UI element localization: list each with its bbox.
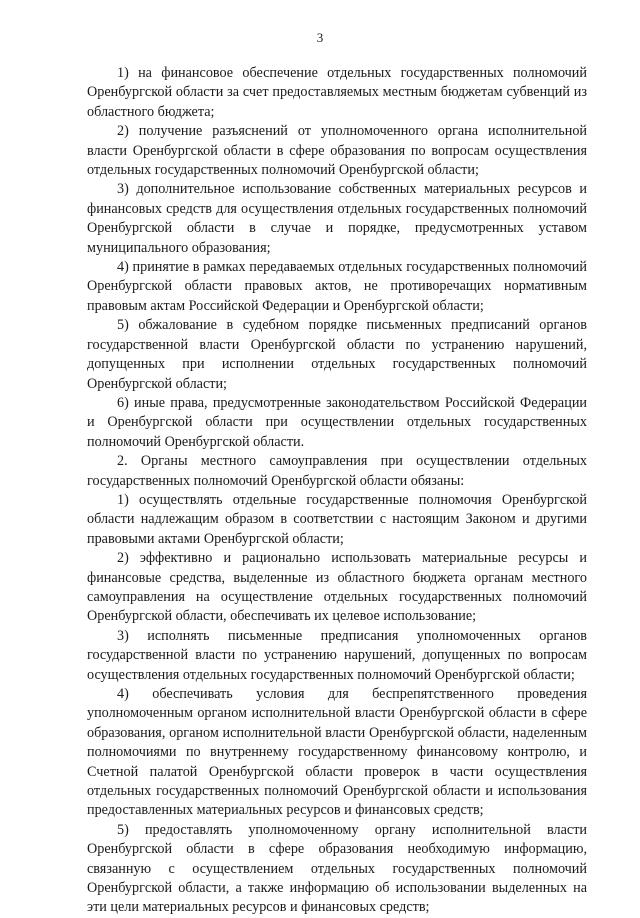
paragraph-6: 6) иные права, предусмотренные законодательством Российской Федерации и Оренбургской области при осуществлении отдельных государственных полномочий Оренбургской области. <box>87 394 587 450</box>
paragraph-1: 1) на финансовое обеспечение отдельных государственных полномочий Оренбургской области за счет предоставляемых местным бюджетам субвенций из областного бюджета; <box>87 65 587 120</box>
paragraph-12: 5) предоставлять уполномоченному органу исполнительной власти Оренбургской области в сфере образования необходимую информацию, связанную с осуществлением отдельных государственных полномочий Оренбургской области, а также информацию об использовании выделенных на эти цели материальных ресурсов и финансовых средств; <box>87 821 587 916</box>
paragraph-8: 1) осуществлять отдельные государственные полномочия Оренбургской области надлежащим образом в соответствии с настоящим Законом и другими правовыми актами Оренбургской области; <box>87 491 587 547</box>
paragraph-10: 3) исполнять письменные предписания уполномоченных органов государственной власти по устранению нарушений, допущенных по вопросам осуществления отдельных государственных полномочий Оренбургской области; <box>87 627 587 683</box>
paragraph-4: 4) принятие в рамках передаваемых отдельных государственных полномочий Оренбургской области правовых актов, не противоречащих нормативным правовым актам Российской Федерации и Оренбургской области; <box>87 259 587 314</box>
paragraph-9: 2) эффективно и рационально использовать материальные ресурсы и финансовые средства, выделенные из областного бюджета органам местного самоуправления на осуществление отдельных государственных полномочий Оренбургской области, обеспечивать их целевое использование; <box>87 550 587 625</box>
paragraph-5: 5) обжалование в судебном порядке письменных предписаний органов государственной власти Оренбургской области по устранению нарушений, допущенных при исполнении отдельных государственных полномочий Оренбургской области; <box>87 317 587 392</box>
page-number: 3 <box>316 30 324 45</box>
paragraph-2: 2) получение разъяснений от уполномоченного органа исполнительной власти Оренбургской области в сфере образования по вопросам осуществления отдельных государственных полномочий Оренбургской области; <box>87 123 587 179</box>
paragraph-7: 2. Органы местного самоуправления при осуществлении отдельных государственных полномочий Оренбургской области обязаны: <box>87 453 587 489</box>
document-body <box>87 64 587 918</box>
paragraph-3: 3) дополнительное использование собственных материальных ресурсов и финансовых средств для осуществления отдельных государственных полномочий Оренбургской области в случае и порядке, предусмотренных уставом муниципального образования; <box>87 181 587 256</box>
paragraph-11: 4) обеспечивать условия для беспрепятственного проведения уполномоченным органом исполнительной власти Оренбургской области в сфере образования, органом исполнительной власти Оренбургской области, наделенным полномочиями по внутреннему государственному финансовому контролю, и Счетной палатой Оренбургской области проверок в части осуществления отдельных государственных полномочий Оренбургской области и использования предоставленных материальных ресурсов и финансовых средств; <box>87 686 587 819</box>
